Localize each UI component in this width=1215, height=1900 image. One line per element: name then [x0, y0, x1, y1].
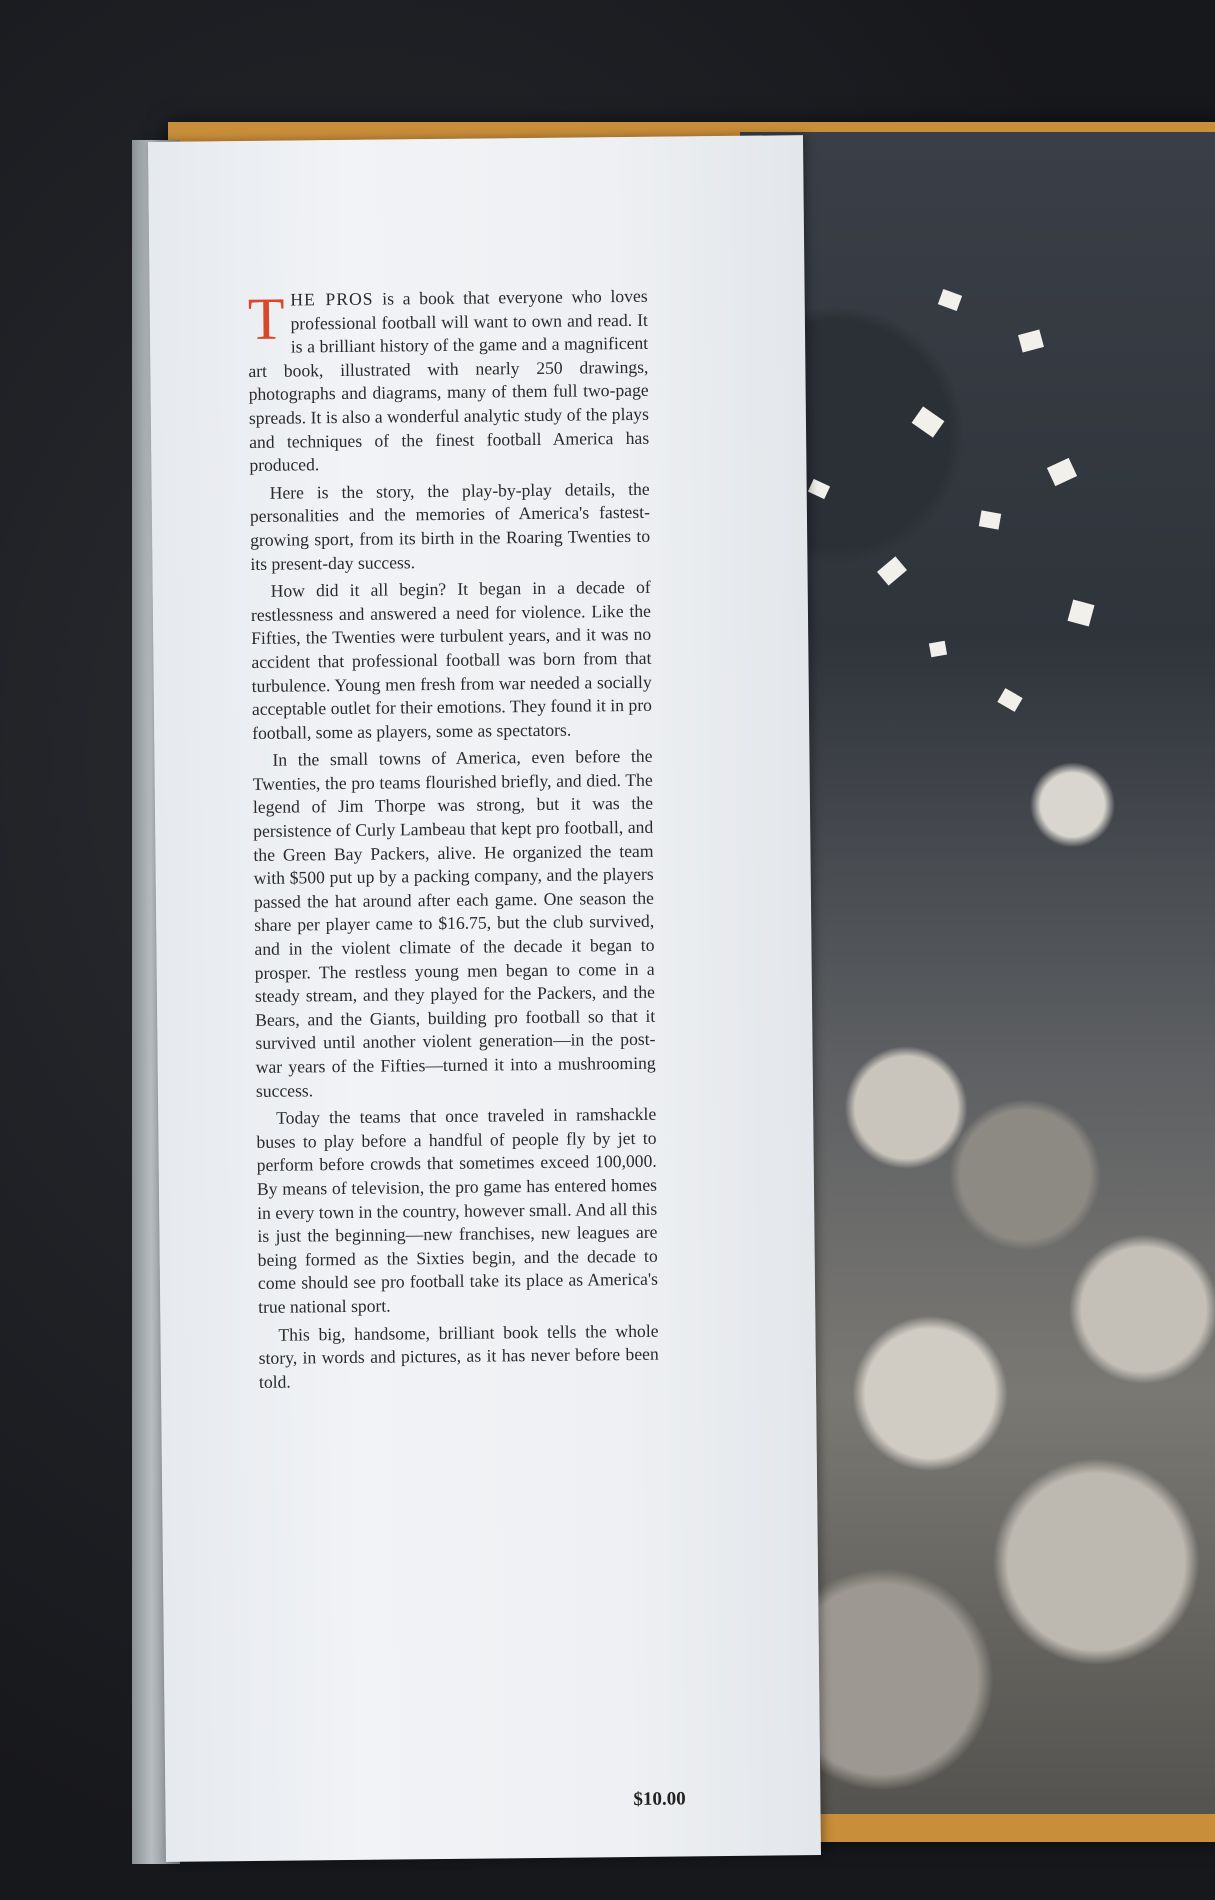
confetti-piece — [877, 556, 907, 585]
paragraph-text: is a book that everyone who loves professional football will want to own and read. It is a brilliant history of the game and a magnificent art book, illustrated with nearly 250 drawings, photographs and diagrams, many of them full two-page spreads. It is also a wonderful analytic study of the plays and techniques of the finest football America has produced. — [248, 285, 650, 476]
confetti-piece — [1068, 600, 1095, 627]
confetti-piece — [997, 688, 1022, 712]
flap-copy — [248, 285, 660, 1398]
flap-paragraph-6: This big, handsome, brilliant book tells the whole story, in words and pictures, as it has never before been told. — [258, 1320, 659, 1392]
confetti-piece — [979, 510, 1001, 529]
confetti-piece — [929, 641, 947, 658]
price-label: $10.00 — [633, 1788, 686, 1811]
jacket-flap — [148, 135, 821, 1862]
confetti-piece — [1018, 329, 1044, 352]
flap-paragraph-2: Here is the story, the play-by-play details, the personalities and the memories of America's fastest-growing sport, from its birth in the Roaring Twenties to its present-day success. — [249, 478, 651, 574]
confetti-piece — [912, 406, 945, 437]
confetti-piece — [808, 479, 830, 499]
book-title-smallcaps: HE PROS — [290, 288, 374, 310]
flap-paragraph-1 — [248, 285, 650, 478]
drop-cap: T — [247, 285, 285, 352]
confetti-piece — [938, 289, 962, 311]
confetti-piece — [1047, 458, 1077, 486]
flap-paragraph-5: Today the teams that once traveled in ramshackle buses to play before a handful of people fly by jet to perform before crowds that sometimes exceed 100,000. By means of television, the pro game has entered homes in every town in the country, however small. And all this is just the beginning—new franchises, new leagues are being formed as the Sixties begin, and the decade to come should see pro football take its place as America's true national sport. — [256, 1103, 659, 1317]
flap-paragraph-3: How did it all begin? It began in a decade of restlessness and answered a need for violence. Like the Fifties, the Twenties were turbulent years, and it was no accident that professional football was born from that turbulence. Young men fresh from war needed a socially acceptable outlet for their emotions. They found it in pro football, some as players, some as spectators. — [250, 576, 653, 743]
flap-paragraph-4: In the small towns of America, even before the Twenties, the pro teams flourished briefly, and died. The legend of Jim Thorpe was strong, but it was the persistence of Curly Lambeau that kept pro football, and the Green Bay Packers, alive. He organized the team with $500 put up by a packing company, and the players passed the hat around after each game. One season the share per player came to $16.75, but the club survived, and in the violent climate of the decade it began to prosper. The restless young men began to come in a steady stream, and they played for the Packers, and the Bears, and the Giants, building pro football so that it survived until another violent generation—in the post-war years of the Fifties—turned it into a mushrooming success. — [252, 746, 656, 1101]
